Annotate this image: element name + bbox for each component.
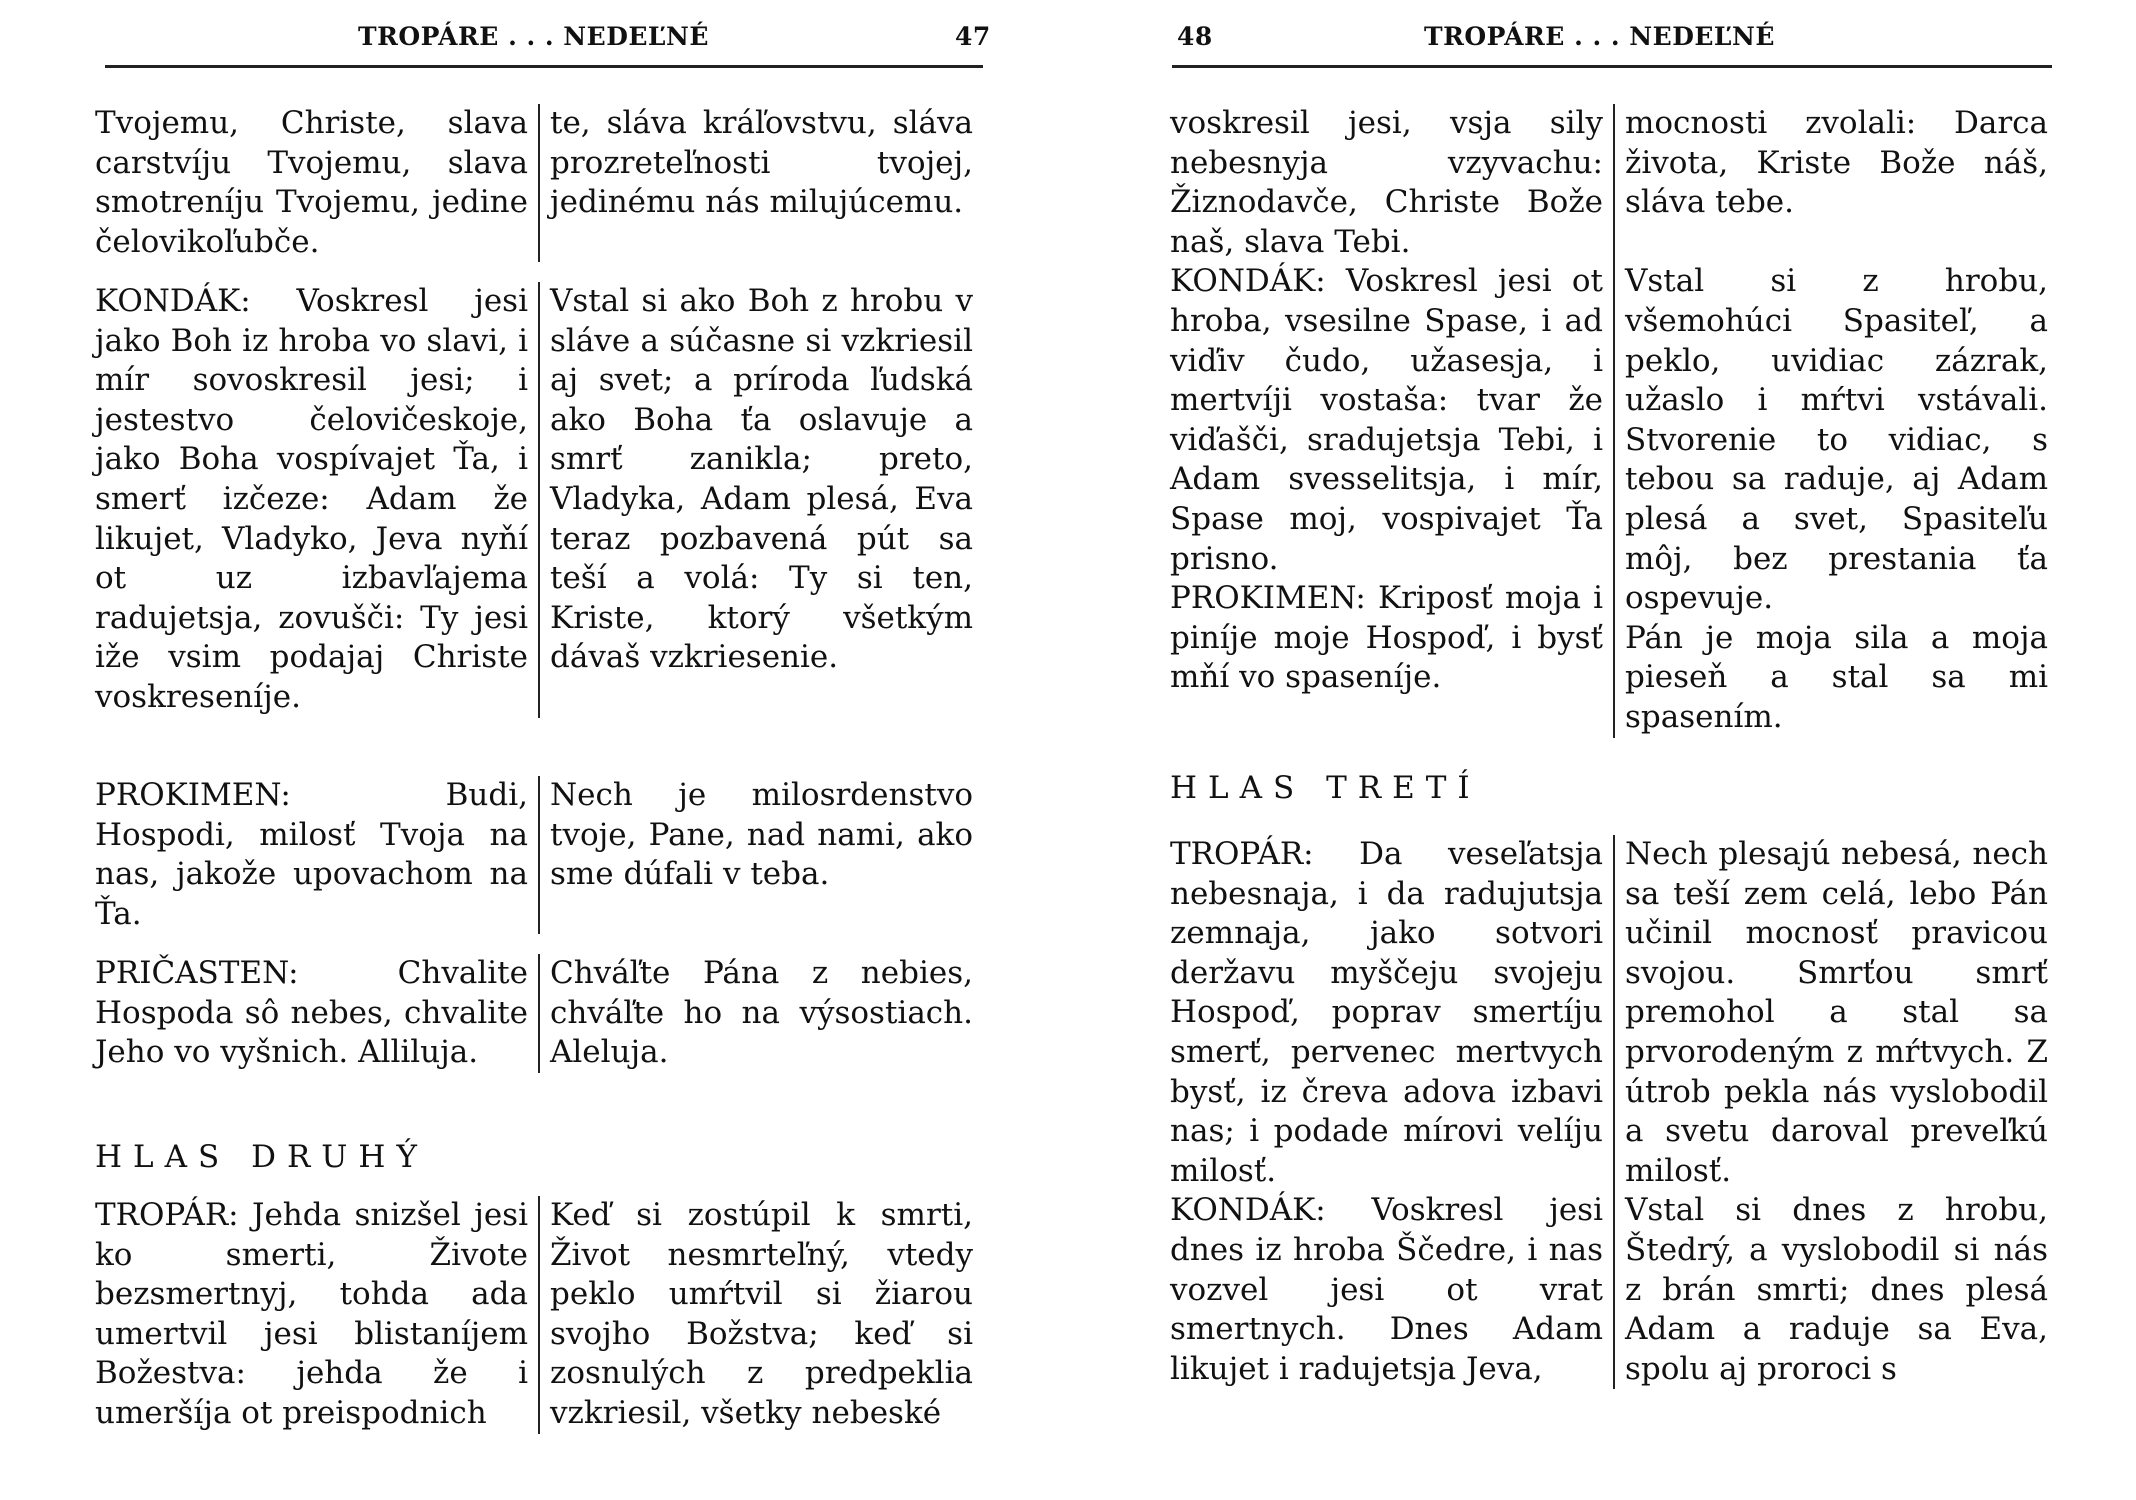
- page-number: 48: [1177, 22, 1213, 51]
- slovak-column: Vstal si ako Boh z hrobu v sláve a súčasne si vzkriesil aj svet; a príroda ľudská ako Boha ťa oslavuje a smrť zanikla; preto, Vladyka, Adam plesá, Eva teraz pozbavená pút sa teší a volá: Ty si ten, Kriste, ktorý všetkým dávaš vzkriesenie.: [550, 283, 973, 676]
- text-row: [95, 1196, 973, 1434]
- page-number: 47: [955, 22, 991, 51]
- church-slavonic-column: Tvojemu, Christe, slava carstvíju Tvojemu, slava smotreníju Tvojemu, jedine čelovikoľubče.: [95, 104, 540, 262]
- section-heading: HLAS DRUHÝ: [95, 1139, 428, 1175]
- church-slavonic-column: TROPÁR: Da veseľatsja nebesnaja, i da radujutsja zemnaja, jako sotvori deržavu myščeju svojeju Hospoď, poprav smertíju smerť, pervenec mertvych bysť, iz čreva adova izbavi nas; i podade mírovi velíju milosť. KONDÁK: Voskresl jesi dnes iz hroba Ščedre, i nas vozvel jesi ot vrat smertnych. Dnes Adam likujet i radujetsja Jeva,: [1170, 835, 1615, 1389]
- right-page: [1068, 0, 2136, 1500]
- church-slavonic-column: PRIČASTEN: Chvalite Hospoda sô nebes, chvalite Jeho vo vyšnich. Alliluja.: [95, 954, 540, 1073]
- text-row: [1170, 104, 2048, 738]
- running-header-title: TROPÁRE . . . NEDEĽNÉ: [358, 22, 709, 51]
- slovak-column: Keď si zostúpil k smrti, Život nesmrteľný, vtedy peklo umŕtvil si žiarou svojho Božstva; keď si zosnulých z predpeklia vzkriesil, všetky nebeské: [550, 1197, 973, 1431]
- church-slavonic-column: KONDÁK: Voskresl jesi jako Boh iz hroba vo slavi, i mír sovoskresil jesi; i jestestvo čelovičeskoje, jako Boha vospívajet Ťa, i smerť izčeze: Adam že likujet, Vladyko, Jeva nyňí ot uz izbavľajema radujetsja, zovušči: Ty jesi iže vsim podajaj Christe voskreseníje.: [95, 282, 540, 718]
- text-row: [95, 104, 973, 262]
- church-slavonic-column: TROPÁR: Jehda snizšel jesi ko smerti, Živote bezsmertnyj, tohda ada umertvil jesi blistaníjem Božestva: jehda že i umeršíja ot preispodnich: [95, 1196, 540, 1434]
- text-row: [95, 776, 973, 934]
- slovak-column: Nech plesajú nebesá, nech sa teší zem celá, lebo Pán učinil mocnosť pravicou svojou. Smrťou smrť premohol a stal sa prvorodeným z mŕtvych. Z útrob pekla nás vyslobodil a svetu daroval preveľkú milosť. Vstal si dnes z hrobu, Štedrý, a vyslobodil si nás z brán smrti; dnes plesá Adam a raduje sa Eva, spolu aj proroci s: [1625, 836, 2048, 1387]
- church-slavonic-column: PROKIMEN: Budi, Hospodi, milosť Tvoja na nas, jakože upovachom na Ťa.: [95, 776, 540, 934]
- slovak-column: mocnosti zvolali: Darca života, Kriste Bože náš, sláva tebe. Vstal si z hrobu, všemohúci Spasiteľ, a peklo, uvidiac zázrak, užaslo i mŕtvi vstávali. Stvorenie to vidiac, s tebou sa raduje, aj Adam plesá a svet, Spasiteľu môj, bez prestania ťa ospevuje. Pán je moja sila a moja pieseň a stal sa mi spasením.: [1625, 105, 2048, 735]
- slovak-column: Chváľte Pána z nebies, chváľte ho na výsostiach. Aleluja.: [550, 955, 973, 1071]
- text-row: [95, 954, 973, 1073]
- text-row: [1170, 835, 2048, 1389]
- slovak-column: te, sláva kráľovstvu, sláva prozreteľnosti tvojej, jedinému nás milujúcemu.: [550, 105, 973, 221]
- church-slavonic-column: voskresil jesi, vsja sily nebesnyja vzyvachu: Žiznodavče, Christe Bože naš, slava Tebi. KONDÁK: Voskresl jesi ot hroba, vsesilne Spase, i ad viďiv čudo, užasesja, i mertvíji vostaša: tvar že viďašči, sradujetsja Tebi, i Adam svesselitsja, i mír, Spase moj, vospivajet Ťa prisno. PROKIMEN: Kriposť moja i piníje moje Hospoď, i bysť mňí vo spaseníje.: [1170, 104, 1615, 738]
- section-heading: HLAS TRETÍ: [1170, 770, 1481, 806]
- header-rule: [1172, 65, 2052, 68]
- text-row: [95, 282, 973, 718]
- header-rule: [105, 65, 983, 68]
- slovak-column: Nech je milosrdenstvo tvoje, Pane, nad nami, ako sme dúfali v teba.: [550, 777, 973, 893]
- running-header-title: TROPÁRE . . . NEDEĽNÉ: [1424, 22, 1775, 51]
